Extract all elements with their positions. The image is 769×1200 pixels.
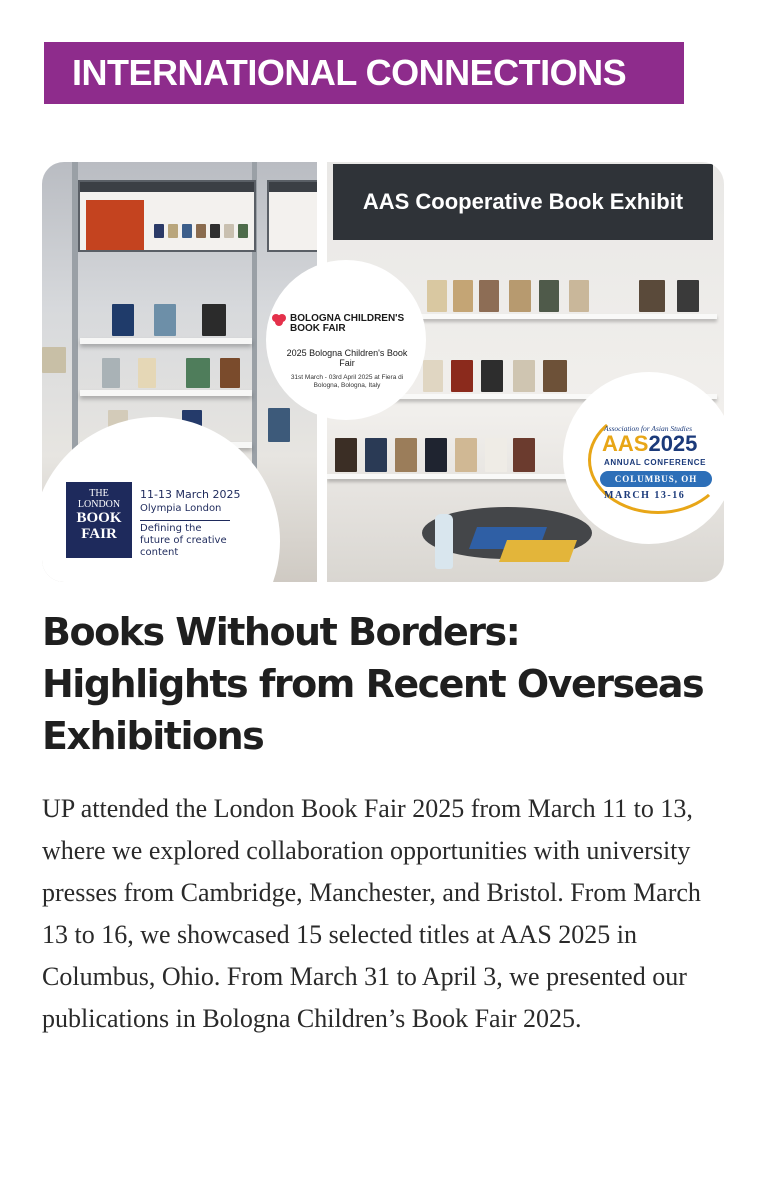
bologna-book-fair-badge	[266, 260, 426, 420]
bologna-fair-info: 31st March - 03rd April 2025 at Fiera di Bologna, Bologna, Italy	[290, 374, 404, 389]
bologna-logo-icon	[272, 314, 286, 326]
lbf-logo-line: THE	[89, 488, 109, 499]
aas-annual-conference: ANNUAL CONFERENCE	[604, 458, 707, 467]
lbf-venue: Olympia London	[140, 503, 222, 514]
bologna-fair-title: 2025 Bologna Children's Book Fair	[286, 348, 408, 368]
aas-exhibit-sign	[333, 164, 713, 240]
exhibition-photo-collage	[42, 162, 724, 582]
article-headline: Books Without Borders: Highlights from Recent Overseas Exhibitions	[42, 610, 704, 758]
aas-exhibit-sign-text: AAS Cooperative Book Exhibit	[362, 189, 684, 214]
lbf-logo-line: BOOK	[76, 510, 122, 526]
section-title: INTERNATIONAL CONNECTIONS	[72, 52, 627, 93]
article-body: UP attended the London Book Fair 2025 from March 11 to 13, where we explored collaboration opportunities with university presses from Cambridge, Manchester, and Bristol. From March 13 to 16, we showcased 15 selected titles at AAS 2025 in Columbus, Ohio. From March 31 to April 3, we presented our publications in Bologna Children’s Book Fair 2025.	[42, 794, 701, 1033]
section-banner	[44, 42, 684, 104]
aas-association: Association for Asian Studies	[604, 424, 692, 433]
aas-city: COLUMBUS, OH	[600, 471, 712, 487]
aas-logo-year: 2025	[648, 431, 698, 456]
lbf-logo-line: LONDON	[77, 499, 121, 510]
lbf-logo-line: FAIR	[81, 526, 117, 542]
bologna-fair-name: BOLOGNA CHILDREN'S BOOK FAIR	[290, 313, 405, 334]
lbf-tagline: Defining the future of creative content	[140, 520, 230, 559]
aas-dates: MARCH 13-16	[604, 490, 686, 501]
london-book-fair-logo	[66, 482, 132, 558]
aas-logo	[602, 432, 697, 456]
aas-logo-letters: AAS	[602, 431, 649, 456]
lbf-dates: 11-13 March 2025	[140, 488, 241, 501]
